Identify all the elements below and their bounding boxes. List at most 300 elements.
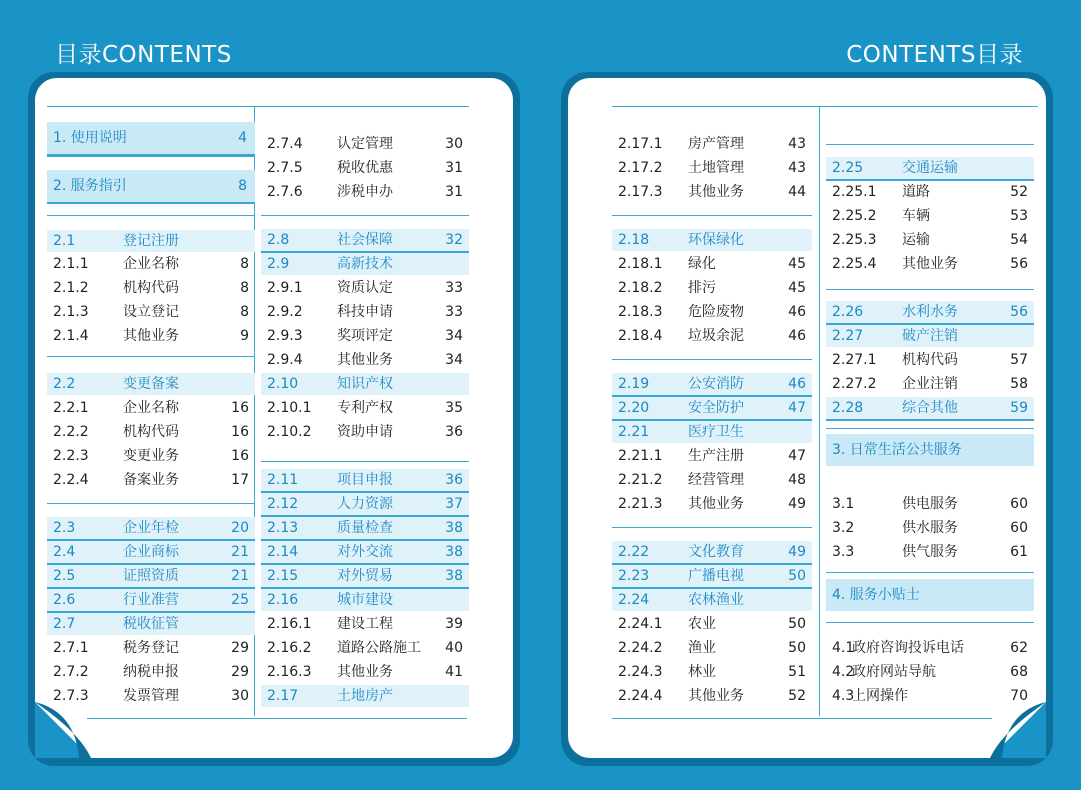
entry-page: 41: [445, 664, 463, 680]
toc-section[interactable]: [261, 685, 469, 707]
entry-title: 认定管理: [337, 136, 393, 152]
toc-entry[interactable]: [261, 325, 469, 347]
entry-number: 2.27.1: [832, 352, 877, 368]
section-page: 20: [231, 520, 249, 536]
entry-number: 2.24.4: [618, 688, 663, 704]
entry-title: 渔业: [688, 640, 716, 656]
entry-number: 2.2.3: [53, 448, 89, 464]
entry-number: 2.2.1: [53, 400, 89, 416]
section-number: 2.2: [53, 376, 76, 392]
toc-chapter[interactable]: [826, 579, 1034, 611]
entry-title: 企业注销: [902, 376, 958, 392]
entry-title: 资助申请: [337, 424, 393, 440]
entry-number: 2.18.3: [618, 304, 663, 320]
header-title-right: CONTENTS目录: [846, 42, 1023, 68]
section-page: 36: [445, 472, 463, 488]
entry-number: 2.7.3: [53, 688, 89, 704]
entry-page: 36: [445, 424, 463, 440]
toc-entry[interactable]: [826, 541, 1034, 563]
section-number: 2.8: [267, 232, 290, 248]
section-number: 2.13: [267, 520, 299, 536]
section-title: 医疗卫生: [688, 424, 744, 440]
section-title: 高新技术: [337, 256, 393, 272]
entry-page: 40: [445, 640, 463, 656]
entry-title: 供水服务: [902, 520, 958, 536]
toc-section[interactable]: [826, 325, 1034, 347]
entry-page: 34: [445, 328, 463, 344]
entry-page: 45: [788, 256, 806, 272]
section-title: 公安消防: [688, 376, 744, 392]
section-rule: [826, 428, 1034, 429]
entry-number: 2.24.3: [618, 664, 663, 680]
entry-title: 企业名称: [123, 400, 179, 416]
entry-page: 53: [1010, 208, 1028, 224]
section-title: 行业准营: [123, 592, 179, 608]
toc-entry[interactable]: [47, 277, 255, 299]
entry-number: 2.9.4: [267, 352, 303, 368]
section-page: 38: [445, 520, 463, 536]
toc-chapter[interactable]: [826, 434, 1034, 466]
entry-number: 2.2.2: [53, 424, 89, 440]
section-rule: [47, 215, 255, 216]
entry-title: 机构代码: [123, 424, 179, 440]
toc-section[interactable]: [261, 493, 469, 517]
section-page: 47: [788, 400, 806, 416]
entry-number: 4.1: [832, 640, 855, 656]
entry-number: 2.25.1: [832, 184, 877, 200]
toc-section[interactable]: [261, 229, 469, 253]
section-title: 文化教育: [688, 544, 744, 560]
section-number: 2.23: [618, 568, 650, 584]
entry-page: 39: [445, 616, 463, 632]
entry-title: 机构代码: [123, 280, 179, 296]
section-title: 质量检查: [337, 520, 393, 536]
toc-section[interactable]: [47, 589, 255, 613]
entry-number: 2.18.2: [618, 280, 663, 296]
top-rule: [612, 106, 1038, 107]
entry-page: 8: [240, 256, 249, 272]
toc-entry[interactable]: [612, 613, 812, 635]
toc-entry[interactable]: [826, 373, 1034, 395]
entry-title: 发票管理: [123, 688, 179, 704]
section-title: 人力资源: [337, 496, 393, 512]
toc-entry[interactable]: [261, 133, 469, 155]
toc-entry[interactable]: [47, 301, 255, 323]
entry-page: 46: [788, 328, 806, 344]
entry-page: 57: [1010, 352, 1028, 368]
toc-entry[interactable]: [612, 181, 812, 203]
entry-number: 2.2.4: [53, 472, 89, 488]
entry-number: 2.25.3: [832, 232, 877, 248]
section-title: 登记注册: [123, 233, 179, 249]
section-title: 变更备案: [123, 376, 179, 392]
section-number: 2.24: [618, 592, 650, 608]
toc-entry[interactable]: [47, 421, 255, 443]
entry-number: 2.16.2: [267, 640, 312, 656]
section-number: 2.21: [618, 424, 650, 440]
section-page: 49: [788, 544, 806, 560]
bottom-rule: [612, 718, 992, 719]
chapter-title: 2. 服务指引: [53, 178, 127, 194]
entry-number: 2.16.3: [267, 664, 312, 680]
toc-section[interactable]: [47, 517, 255, 541]
entry-title: 政府网站导航: [852, 664, 936, 680]
header-title-left: 目录CONTENTS: [55, 42, 232, 68]
toc-chapter[interactable]: [47, 170, 255, 204]
section-rule: [826, 572, 1034, 573]
section-rule: [261, 461, 469, 462]
section-title: 破产注销: [902, 328, 958, 344]
entry-page: 16: [231, 424, 249, 440]
toc-section[interactable]: [612, 421, 812, 443]
entry-number: 2.7.6: [267, 184, 303, 200]
section-title: 知识产权: [337, 376, 393, 392]
section-number: 2.17: [267, 688, 299, 704]
toc-entry[interactable]: [261, 181, 469, 203]
entry-title: 绿化: [688, 256, 716, 272]
entry-number: 2.7.4: [267, 136, 303, 152]
entry-page: 51: [788, 664, 806, 680]
entry-number: 4.3: [832, 688, 855, 704]
entry-number: 2.1.2: [53, 280, 89, 296]
entry-page: 52: [788, 688, 806, 704]
entry-page: 8: [240, 304, 249, 320]
entry-number: 2.21.2: [618, 472, 663, 488]
entry-title: 道路: [902, 184, 930, 200]
section-title: 项目申报: [337, 472, 393, 488]
entry-title: 房产管理: [688, 136, 744, 152]
section-title: 税收征管: [123, 616, 179, 632]
section-rule: [612, 215, 812, 216]
toc-entry[interactable]: [826, 517, 1034, 539]
section-rule: [826, 144, 1034, 145]
toc-entry[interactable]: [612, 325, 812, 347]
entry-title: 设立登记: [123, 304, 179, 320]
toc-entry[interactable]: [261, 421, 469, 443]
toc-entry[interactable]: [612, 685, 812, 707]
entry-number: 2.10.1: [267, 400, 312, 416]
entry-page: 49: [788, 496, 806, 512]
entry-page: 31: [445, 160, 463, 176]
entry-page: 33: [445, 304, 463, 320]
section-number: 2.4: [53, 544, 76, 560]
section-title: 水利水务: [902, 304, 958, 320]
entry-page: 8: [240, 280, 249, 296]
entry-title: 供气服务: [902, 544, 958, 560]
entry-title: 专利产权: [337, 400, 393, 416]
entry-page: 62: [1010, 640, 1028, 656]
section-number: 2.20: [618, 400, 650, 416]
chapter-page: 8: [238, 178, 247, 194]
section-number: 2.22: [618, 544, 650, 560]
section-title: 社会保障: [337, 232, 393, 248]
entry-number: 2.17.2: [618, 160, 663, 176]
entry-title: 科技申请: [337, 304, 393, 320]
section-title: 农林渔业: [688, 592, 744, 608]
entry-number: 2.24.1: [618, 616, 663, 632]
toc-entry[interactable]: [826, 229, 1034, 251]
section-number: 2.25: [832, 160, 864, 176]
entry-number: 2.1.1: [53, 256, 89, 272]
entry-number: 2.1.3: [53, 304, 89, 320]
toc-entry[interactable]: [47, 253, 255, 275]
entry-page: 56: [1010, 256, 1028, 272]
entry-title: 其他业务: [337, 352, 393, 368]
entry-page: 16: [231, 448, 249, 464]
toc-entry[interactable]: [826, 661, 1034, 683]
toc-section[interactable]: [612, 541, 812, 565]
entry-title: 土地管理: [688, 160, 744, 176]
entry-title: 上网操作: [852, 688, 908, 704]
entry-page: 33: [445, 280, 463, 296]
entry-page: 43: [788, 136, 806, 152]
section-title: 对外交流: [337, 544, 393, 560]
entry-number: 2.25.2: [832, 208, 877, 224]
toc-entry[interactable]: [612, 277, 812, 299]
section-number: 2.1: [53, 233, 76, 249]
section-page: 56: [1010, 304, 1028, 320]
entry-title: 建设工程: [337, 616, 393, 632]
chapter-title: 3. 日常生活公共服务: [832, 442, 962, 458]
entry-title: 经营管理: [688, 472, 744, 488]
section-title: 安全防护: [688, 400, 744, 416]
section-rule: [261, 215, 469, 216]
section-title: 环保绿化: [688, 232, 744, 248]
entry-number: 4.2: [832, 664, 855, 680]
toc-entry[interactable]: [612, 253, 812, 275]
entry-title: 车辆: [902, 208, 930, 224]
entry-number: 2.27.2: [832, 376, 877, 392]
toc-entry[interactable]: [261, 349, 469, 371]
toc-section[interactable]: [612, 565, 812, 589]
entry-number: 2.10.2: [267, 424, 312, 440]
toc-entry[interactable]: [826, 493, 1034, 515]
toc-entry[interactable]: [261, 301, 469, 323]
entry-title: 垃圾余泥: [688, 328, 744, 344]
right-page: [568, 78, 1046, 758]
toc-entry[interactable]: [47, 637, 255, 659]
entry-number: 2.18.1: [618, 256, 663, 272]
entry-page: 61: [1010, 544, 1028, 560]
section-number: 2.10: [267, 376, 299, 392]
entry-number: 2.9.1: [267, 280, 303, 296]
entry-title: 企业名称: [123, 256, 179, 272]
section-number: 2.3: [53, 520, 76, 536]
toc-entry[interactable]: [826, 349, 1034, 371]
entry-number: 2.21.3: [618, 496, 663, 512]
entry-title: 税务登记: [123, 640, 179, 656]
entry-page: 44: [788, 184, 806, 200]
entry-page: 60: [1010, 496, 1028, 512]
toc-section[interactable]: [612, 397, 812, 421]
toc-entry[interactable]: [826, 253, 1034, 275]
section-number: 2.28: [832, 400, 864, 416]
section-page: 46: [788, 376, 806, 392]
entry-number: 2.18.4: [618, 328, 663, 344]
entry-title: 其他业务: [123, 328, 179, 344]
toc-entry[interactable]: [47, 397, 255, 419]
toc-section[interactable]: [47, 565, 255, 589]
toc-entry[interactable]: [261, 661, 469, 683]
entry-number: 2.16.1: [267, 616, 312, 632]
entry-number: 2.9.2: [267, 304, 303, 320]
section-number: 2.5: [53, 568, 76, 584]
section-rule: [47, 503, 255, 504]
toc-entry[interactable]: [612, 445, 812, 467]
toc-entry[interactable]: [261, 277, 469, 299]
entry-number: 2.17.1: [618, 136, 663, 152]
section-rule: [826, 289, 1034, 290]
chapter-title: 1. 使用说明: [53, 130, 127, 146]
section-number: 2.11: [267, 472, 299, 488]
entry-title: 危险废物: [688, 304, 744, 320]
toc-section[interactable]: [261, 565, 469, 589]
entry-title: 道路公路施工: [337, 640, 421, 656]
toc-entry[interactable]: [47, 469, 255, 491]
entry-title: 政府咨询投诉电话: [852, 640, 964, 656]
entry-title: 运输: [902, 232, 930, 248]
toc-entry[interactable]: [261, 637, 469, 659]
toc-entry[interactable]: [826, 205, 1034, 227]
entry-title: 变更业务: [123, 448, 179, 464]
toc-entry[interactable]: [261, 397, 469, 419]
entry-page: 34: [445, 352, 463, 368]
section-number: 2.27: [832, 328, 864, 344]
toc-section[interactable]: [47, 373, 255, 395]
chapter-title: 4. 服务小贴士: [832, 587, 920, 603]
toc-entry[interactable]: [612, 469, 812, 491]
section-page: 38: [445, 544, 463, 560]
toc-section[interactable]: [261, 541, 469, 565]
section-rule: [47, 356, 255, 357]
toc-entry[interactable]: [612, 637, 812, 659]
entry-page: 48: [788, 472, 806, 488]
section-title: 广播电视: [688, 568, 744, 584]
entry-page: 45: [788, 280, 806, 296]
toc-entry[interactable]: [261, 157, 469, 179]
entry-number: 2.24.2: [618, 640, 663, 656]
entry-page: 30: [445, 136, 463, 152]
entry-number: 2.1.4: [53, 328, 89, 344]
section-title: 城市建设: [337, 592, 393, 608]
entry-title: 资质认定: [337, 280, 393, 296]
toc-section[interactable]: [261, 469, 469, 493]
entry-title: 排污: [688, 280, 716, 296]
entry-page: 35: [445, 400, 463, 416]
entry-number: 2.17.3: [618, 184, 663, 200]
chapter-page: 4: [238, 130, 247, 146]
section-number: 2.19: [618, 376, 650, 392]
column-divider: [819, 106, 820, 716]
entry-number: 2.21.1: [618, 448, 663, 464]
toc-section[interactable]: [261, 373, 469, 395]
toc-entry[interactable]: [261, 613, 469, 635]
toc-section[interactable]: [47, 613, 255, 635]
entry-number: 3.1: [832, 496, 855, 512]
entry-page: 68: [1010, 664, 1028, 680]
entry-page: 60: [1010, 520, 1028, 536]
entry-title: 奖项评定: [337, 328, 393, 344]
toc-section[interactable]: [826, 157, 1034, 181]
section-page: 25: [231, 592, 249, 608]
section-title: 企业年检: [123, 520, 179, 536]
toc-section[interactable]: [47, 541, 255, 565]
section-title: 交通运输: [902, 160, 958, 176]
toc-entry[interactable]: [47, 445, 255, 467]
toc-entry[interactable]: [47, 661, 255, 683]
section-page: 32: [445, 232, 463, 248]
toc-section[interactable]: [261, 589, 469, 611]
section-number: 2.7: [53, 616, 76, 632]
entry-page: 43: [788, 160, 806, 176]
toc-entry[interactable]: [612, 301, 812, 323]
entry-title: 其他业务: [337, 664, 393, 680]
entry-title: 其他业务: [688, 688, 744, 704]
section-rule: [47, 156, 255, 157]
entry-number: 3.3: [832, 544, 855, 560]
entry-page: 16: [231, 400, 249, 416]
entry-title: 农业: [688, 616, 716, 632]
entry-page: 54: [1010, 232, 1028, 248]
toc-section[interactable]: [47, 230, 255, 252]
toc-section[interactable]: [826, 397, 1034, 421]
section-page: 38: [445, 568, 463, 584]
entry-page: 50: [788, 640, 806, 656]
toc-section[interactable]: [826, 301, 1034, 325]
bottom-rule: [87, 718, 467, 719]
section-rule: [826, 622, 1034, 623]
toc-section[interactable]: [612, 229, 812, 251]
section-number: 2.15: [267, 568, 299, 584]
toc-chapter[interactable]: [47, 122, 255, 156]
entry-page: 29: [231, 664, 249, 680]
section-title: 对外贸易: [337, 568, 393, 584]
entry-number: 2.7.1: [53, 640, 89, 656]
entry-page: 50: [788, 616, 806, 632]
toc-section[interactable]: [612, 589, 812, 611]
toc-entry[interactable]: [612, 493, 812, 515]
toc-entry[interactable]: [47, 325, 255, 347]
section-title: 综合其他: [902, 400, 958, 416]
entry-page: 9: [240, 328, 249, 344]
entry-page: 46: [788, 304, 806, 320]
page-curl-right: [990, 702, 1046, 758]
section-number: 2.26: [832, 304, 864, 320]
section-title: 企业商标: [123, 544, 179, 560]
entry-page: 31: [445, 184, 463, 200]
section-number: 2.14: [267, 544, 299, 560]
toc-entry[interactable]: [612, 133, 812, 155]
entry-title: 其他业务: [688, 496, 744, 512]
entry-number: 2.7.2: [53, 664, 89, 680]
toc-entry[interactable]: [612, 661, 812, 683]
entry-page: 52: [1010, 184, 1028, 200]
section-page: 21: [231, 544, 249, 560]
toc-section[interactable]: [261, 517, 469, 541]
section-number: 2.9: [267, 256, 290, 272]
section-rule: [612, 359, 812, 360]
toc-entry[interactable]: [612, 157, 812, 179]
toc-section[interactable]: [261, 253, 469, 275]
entry-page: 30: [231, 688, 249, 704]
toc-section[interactable]: [612, 373, 812, 397]
entry-title: 纳税申报: [123, 664, 179, 680]
toc-entry[interactable]: [826, 637, 1034, 659]
entry-page: 70: [1010, 688, 1028, 704]
top-rule: [47, 106, 469, 107]
toc-entry[interactable]: [826, 181, 1034, 203]
entry-title: 机构代码: [902, 352, 958, 368]
